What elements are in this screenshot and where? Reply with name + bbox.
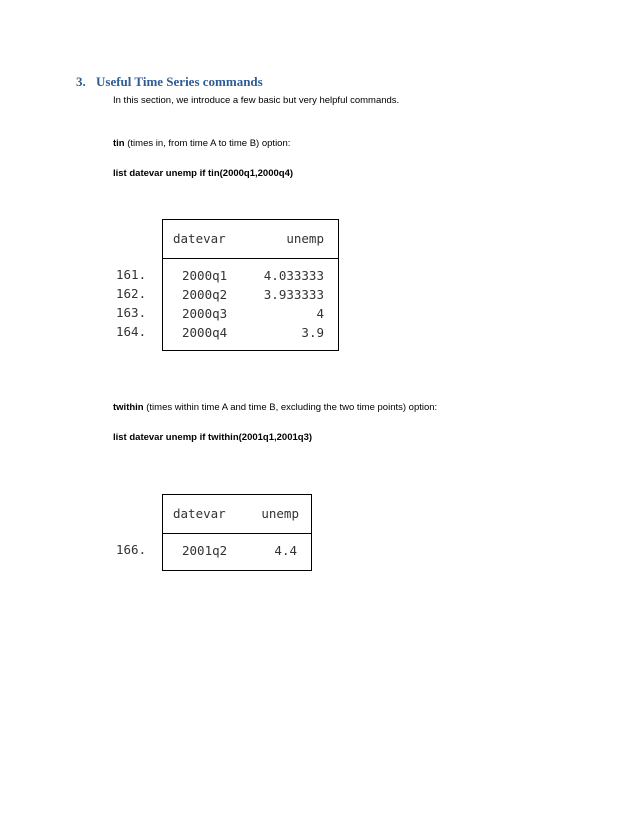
twithin-table-header xyxy=(163,495,311,534)
tin-row-1-datevar: 2000q1 xyxy=(182,268,228,283)
section-title: Useful Time Series commands xyxy=(96,74,263,89)
twithin-row-1-obs: 166. xyxy=(116,542,147,557)
tin-row-4-datevar: 2000q4 xyxy=(182,325,228,340)
tin-row-1-unemp: 4.033333 xyxy=(263,268,324,283)
column-header-unemp: unemp xyxy=(261,506,299,521)
twithin-description xyxy=(113,402,437,413)
twithin-command: list datevar unemp if twithin(2001q1,2001q3) xyxy=(113,432,313,443)
column-header-datevar: datevar xyxy=(173,506,226,521)
tin-row-1-obs: 161. xyxy=(116,267,147,282)
twithin-row-1-datevar: 2001q2 xyxy=(182,543,228,558)
tin-command: list datevar unemp if tin(2000q1,2000q4) xyxy=(113,168,294,179)
tin-row-3-obs: 163. xyxy=(116,305,147,320)
tin-row-2-datevar: 2000q2 xyxy=(182,287,228,302)
intro-paragraph: In this section, we introduce a few basic but very helpful commands. xyxy=(113,95,400,106)
twithin-keyword: twithin xyxy=(113,402,144,413)
twithin-table xyxy=(162,494,312,571)
tin-table xyxy=(162,219,339,351)
column-header-unemp: unemp xyxy=(286,231,324,246)
tin-table-header xyxy=(163,220,338,259)
section-number: 3. xyxy=(76,74,86,89)
tin-row-3-unemp: 4 xyxy=(316,306,324,321)
tin-description-text: (times in, from time A to time B) option: xyxy=(124,138,291,149)
tin-description xyxy=(113,138,290,149)
tin-row-2-unemp: 3.933333 xyxy=(263,287,324,302)
twithin-description-text: (times within time A and time B, excluding the two time points) option: xyxy=(143,402,438,413)
tin-row-3-datevar: 2000q3 xyxy=(182,306,228,321)
section-heading xyxy=(76,74,263,90)
twithin-row-1-unemp: 4.4 xyxy=(274,543,297,558)
tin-row-4-unemp: 3.9 xyxy=(301,325,324,340)
column-header-datevar: datevar xyxy=(173,231,226,246)
tin-keyword: tin xyxy=(113,138,125,149)
tin-row-2-obs: 162. xyxy=(116,286,147,301)
tin-row-4-obs: 164. xyxy=(116,324,147,339)
